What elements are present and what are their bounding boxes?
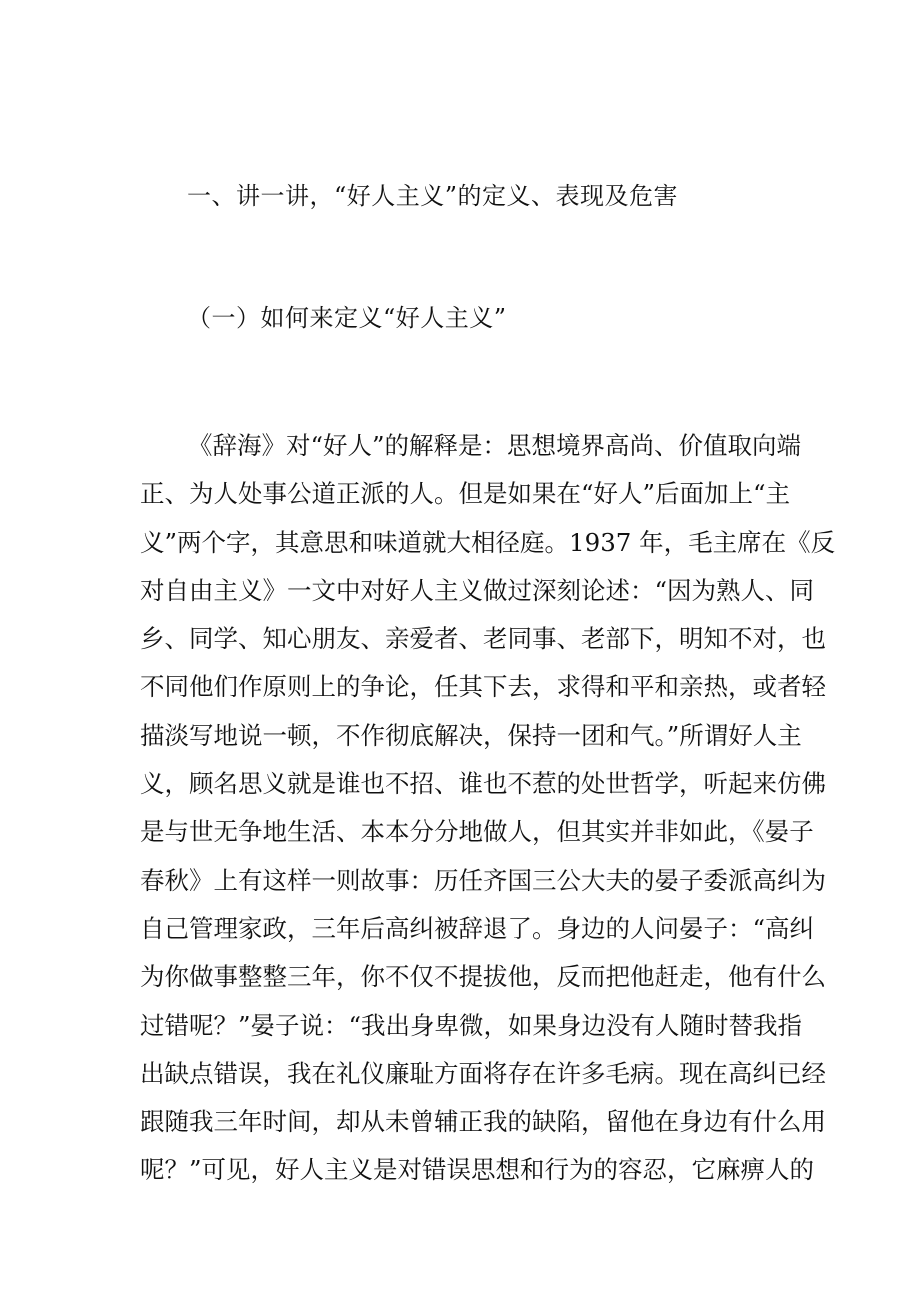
paragraph-line: 乡、同学、知心朋友、亲爱者、老同事、老部下，明知不对，也 (140, 624, 826, 654)
paragraph-line: 跟随我三年时间，却从未曾辅正我的缺陷，留他在身边有什么用 (140, 1107, 826, 1137)
paragraph-line: 对自由主义》一文中对好人主义做过深刻论述：“因为熟人、同 (140, 575, 815, 605)
paragraph-line: 自己管理家政，三年后高纠被辞退了。身边的人问晏子：“高纠 (140, 913, 815, 943)
paragraph-line: 《辞海》对“好人”的解释是：思想境界高尚、价值取向端 (188, 431, 802, 460)
paragraph-line: 正、为人处事公道正派的人。但是如果在“好人”后面加上“主 (140, 479, 791, 509)
paragraph-line: 描淡写地说一顿，不作彻底解决，保持一团和气。”所谓好人主 (140, 720, 802, 750)
paragraph-line: 过错呢？”晏子说：“我出身卑微，如果身边没有人随时替我指 (140, 1010, 803, 1040)
paragraph-line: 出缺点错误，我在礼仪廉耻方面将存在许多毛病。现在高纠已经 (140, 1058, 826, 1088)
section-heading: 一、讲一讲，“好人主义”的定义、表现及危害 (187, 182, 679, 210)
paragraph-line: 不同他们作原则上的争论，任其下去，求得和平和亲热，或者轻 (140, 672, 826, 702)
paragraph-line: 义，顾名思义就是谁也不招、谁也不惹的处世哲学，听起来仿佛 (140, 769, 826, 799)
paragraph-line: 春秋》上有这样一则故事：历任齐国三公大夫的晏子委派高纠为 (140, 865, 826, 895)
paragraph-line: 义”两个字，其意思和味道就大相径庭。1937 年，毛主席在《反 (140, 527, 836, 557)
paragraph-line: 为你做事整整三年，你不仅不提拔他，反而把他赶走，他有什么 (140, 962, 826, 992)
paragraph-line: 呢？”可见，好人主义是对错误思想和行为的容忍，它麻痹人的 (140, 1155, 815, 1185)
subsection-heading: （一）如何来定义“好人主义” (187, 304, 507, 332)
paragraph-line: 是与世无争地生活、本本分分地做人，但其实并非如此，《晏子 (140, 817, 814, 847)
body-paragraph (140, 422, 836, 1195)
